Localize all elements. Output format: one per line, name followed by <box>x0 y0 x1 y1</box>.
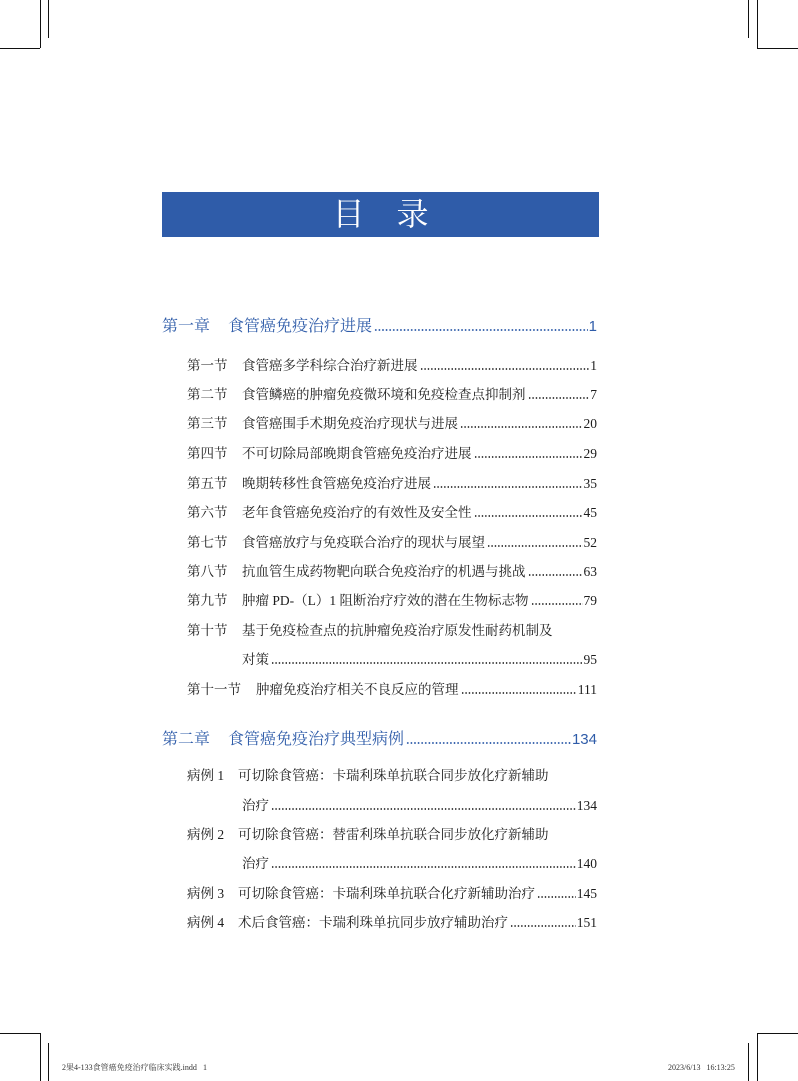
dot-leader <box>474 456 583 458</box>
page-number: 35 <box>583 476 597 491</box>
toc-entry <box>187 474 597 494</box>
page-number: 140 <box>576 856 597 871</box>
dot-leader <box>420 368 590 370</box>
toc-entry <box>187 825 597 845</box>
dot-leader <box>537 896 576 898</box>
page-number: 145 <box>576 886 597 901</box>
dot-leader <box>271 808 576 810</box>
slug-timestamp: 2023/6/13 16:13:25 <box>668 1063 735 1072</box>
page-number: 52 <box>583 535 597 550</box>
section-title-continued: 对策 <box>242 652 269 667</box>
dot-leader <box>510 925 576 927</box>
crop-mark <box>748 1043 749 1081</box>
section-label: 第五节 <box>187 476 228 491</box>
crop-mark <box>757 1033 758 1081</box>
section-label: 第四节 <box>187 446 228 461</box>
toc-entry <box>187 591 597 611</box>
page-number: 151 <box>576 915 597 930</box>
toc-entry <box>187 533 597 553</box>
section-title: 基于免疫检查点的抗肿瘤免疫治疗原发性耐药机制及 <box>242 623 553 638</box>
crop-mark <box>757 0 758 48</box>
crop-mark <box>40 0 41 48</box>
dot-leader <box>271 662 583 664</box>
dot-leader <box>531 603 583 605</box>
chapter-label: 第二章 <box>162 731 211 748</box>
section-title: 食管癌放疗与免疫联合治疗的现状与展望 <box>242 535 485 550</box>
contents-title-bar <box>162 192 599 237</box>
toc-entry <box>187 444 597 464</box>
dot-leader <box>433 486 583 488</box>
toc-entry <box>187 356 597 376</box>
section-title: 不可切除局部晚期食管癌免疫治疗进展 <box>242 446 472 461</box>
crop-mark <box>48 0 49 38</box>
toc-entry <box>187 562 597 582</box>
page-number: 29 <box>583 446 597 461</box>
toc-entry-continuation <box>242 796 597 816</box>
dot-leader <box>460 426 583 428</box>
case-label: 病例 2 <box>187 827 225 842</box>
crop-mark <box>757 48 798 49</box>
slug-file-name: 2果4-133食管癌免疫治疗临床实践.indd <box>62 1063 197 1072</box>
section-label: 第十一节 <box>187 682 241 697</box>
case-title: 可切除食管癌：卡瑞利珠单抗联合同步放化疗新辅助 <box>238 768 549 783</box>
case-label: 病例 1 <box>187 768 225 783</box>
section-label: 第六节 <box>187 505 228 520</box>
page-number: 63 <box>583 564 597 579</box>
page-number: 134 <box>576 798 597 813</box>
page-number: 134 <box>571 731 597 748</box>
section-label: 第九节 <box>187 593 228 608</box>
toc-entry-continuation <box>242 650 597 670</box>
toc-entry <box>187 766 597 786</box>
page-number: 95 <box>583 652 597 667</box>
dot-leader <box>461 692 577 694</box>
section-title: 老年食管癌免疫治疗的有效性及安全性 <box>242 505 472 520</box>
section-label: 第二节 <box>187 387 228 402</box>
crop-mark <box>48 1043 49 1081</box>
chapter-title: 食管癌免疫治疗典型病例 <box>228 731 405 748</box>
section-title: 食管癌围手术期免疫治疗现状与进展 <box>242 416 458 431</box>
case-title-continued: 治疗 <box>242 856 269 871</box>
section-label: 第八节 <box>187 564 228 579</box>
chapter-heading <box>162 316 597 338</box>
case-title-continued: 治疗 <box>242 798 269 813</box>
dot-leader <box>474 515 583 517</box>
section-label: 第三节 <box>187 416 228 431</box>
page-number: 1 <box>588 318 597 335</box>
section-title: 抗血管生成药物靶向联合免疫治疗的机遇与挑战 <box>242 564 526 579</box>
page-number: 79 <box>583 593 597 608</box>
section-title: 食管癌多学科综合治疗新进展 <box>242 358 418 373</box>
crop-mark <box>0 48 40 49</box>
dot-leader <box>374 329 588 331</box>
section-title: 肿瘤 PD-（L）1 阻断治疗疗效的潜在生物标志物 <box>242 593 529 608</box>
chapter-label: 第一章 <box>162 318 211 335</box>
section-title: 晚期转移性食管癌免疫治疗进展 <box>242 476 431 491</box>
case-label: 病例 3 <box>187 886 225 901</box>
toc-entry <box>187 913 597 933</box>
section-label: 第十节 <box>187 623 228 638</box>
case-title: 可切除食管癌：替雷利珠单抗联合同步放化疗新辅助 <box>238 827 549 842</box>
crop-mark <box>0 1033 40 1034</box>
page-number: 1 <box>590 358 597 373</box>
section-label: 第七节 <box>187 535 228 550</box>
page-number: 111 <box>577 682 597 697</box>
page-number: 20 <box>583 416 597 431</box>
case-title: 可切除食管癌：卡瑞利珠单抗联合化疗新辅助治疗 <box>238 886 535 901</box>
case-label: 病例 4 <box>187 915 225 930</box>
toc-entry <box>187 621 597 641</box>
chapter-title: 食管癌免疫治疗进展 <box>228 318 373 335</box>
slug-page-number: 1 <box>203 1063 207 1072</box>
dot-leader <box>271 866 576 868</box>
crop-mark <box>40 1033 41 1081</box>
page-number: 45 <box>583 505 597 520</box>
section-label: 第一节 <box>187 358 228 373</box>
dot-leader <box>406 742 571 744</box>
section-title: 食管鳞癌的肿瘤免疫微环境和免疫检查点抑制剂 <box>242 387 526 402</box>
crop-mark <box>757 1033 798 1034</box>
toc-entry <box>187 503 597 523</box>
toc-entry <box>187 414 597 434</box>
toc-entry <box>187 884 597 904</box>
page-number: 7 <box>590 387 597 402</box>
case-title: 术后食管癌：卡瑞利珠单抗同步放疗辅助治疗 <box>238 915 508 930</box>
section-title: 肿瘤免疫治疗相关不良反应的管理 <box>256 682 459 697</box>
toc-entry-continuation <box>242 854 597 874</box>
dot-leader <box>528 397 590 399</box>
toc-entry <box>187 680 597 700</box>
crop-mark <box>748 0 749 38</box>
toc-entry <box>187 385 597 405</box>
chapter-heading <box>162 729 597 751</box>
dot-leader <box>528 574 583 576</box>
dot-leader <box>487 545 583 547</box>
contents-title: 目 录 <box>332 195 429 233</box>
